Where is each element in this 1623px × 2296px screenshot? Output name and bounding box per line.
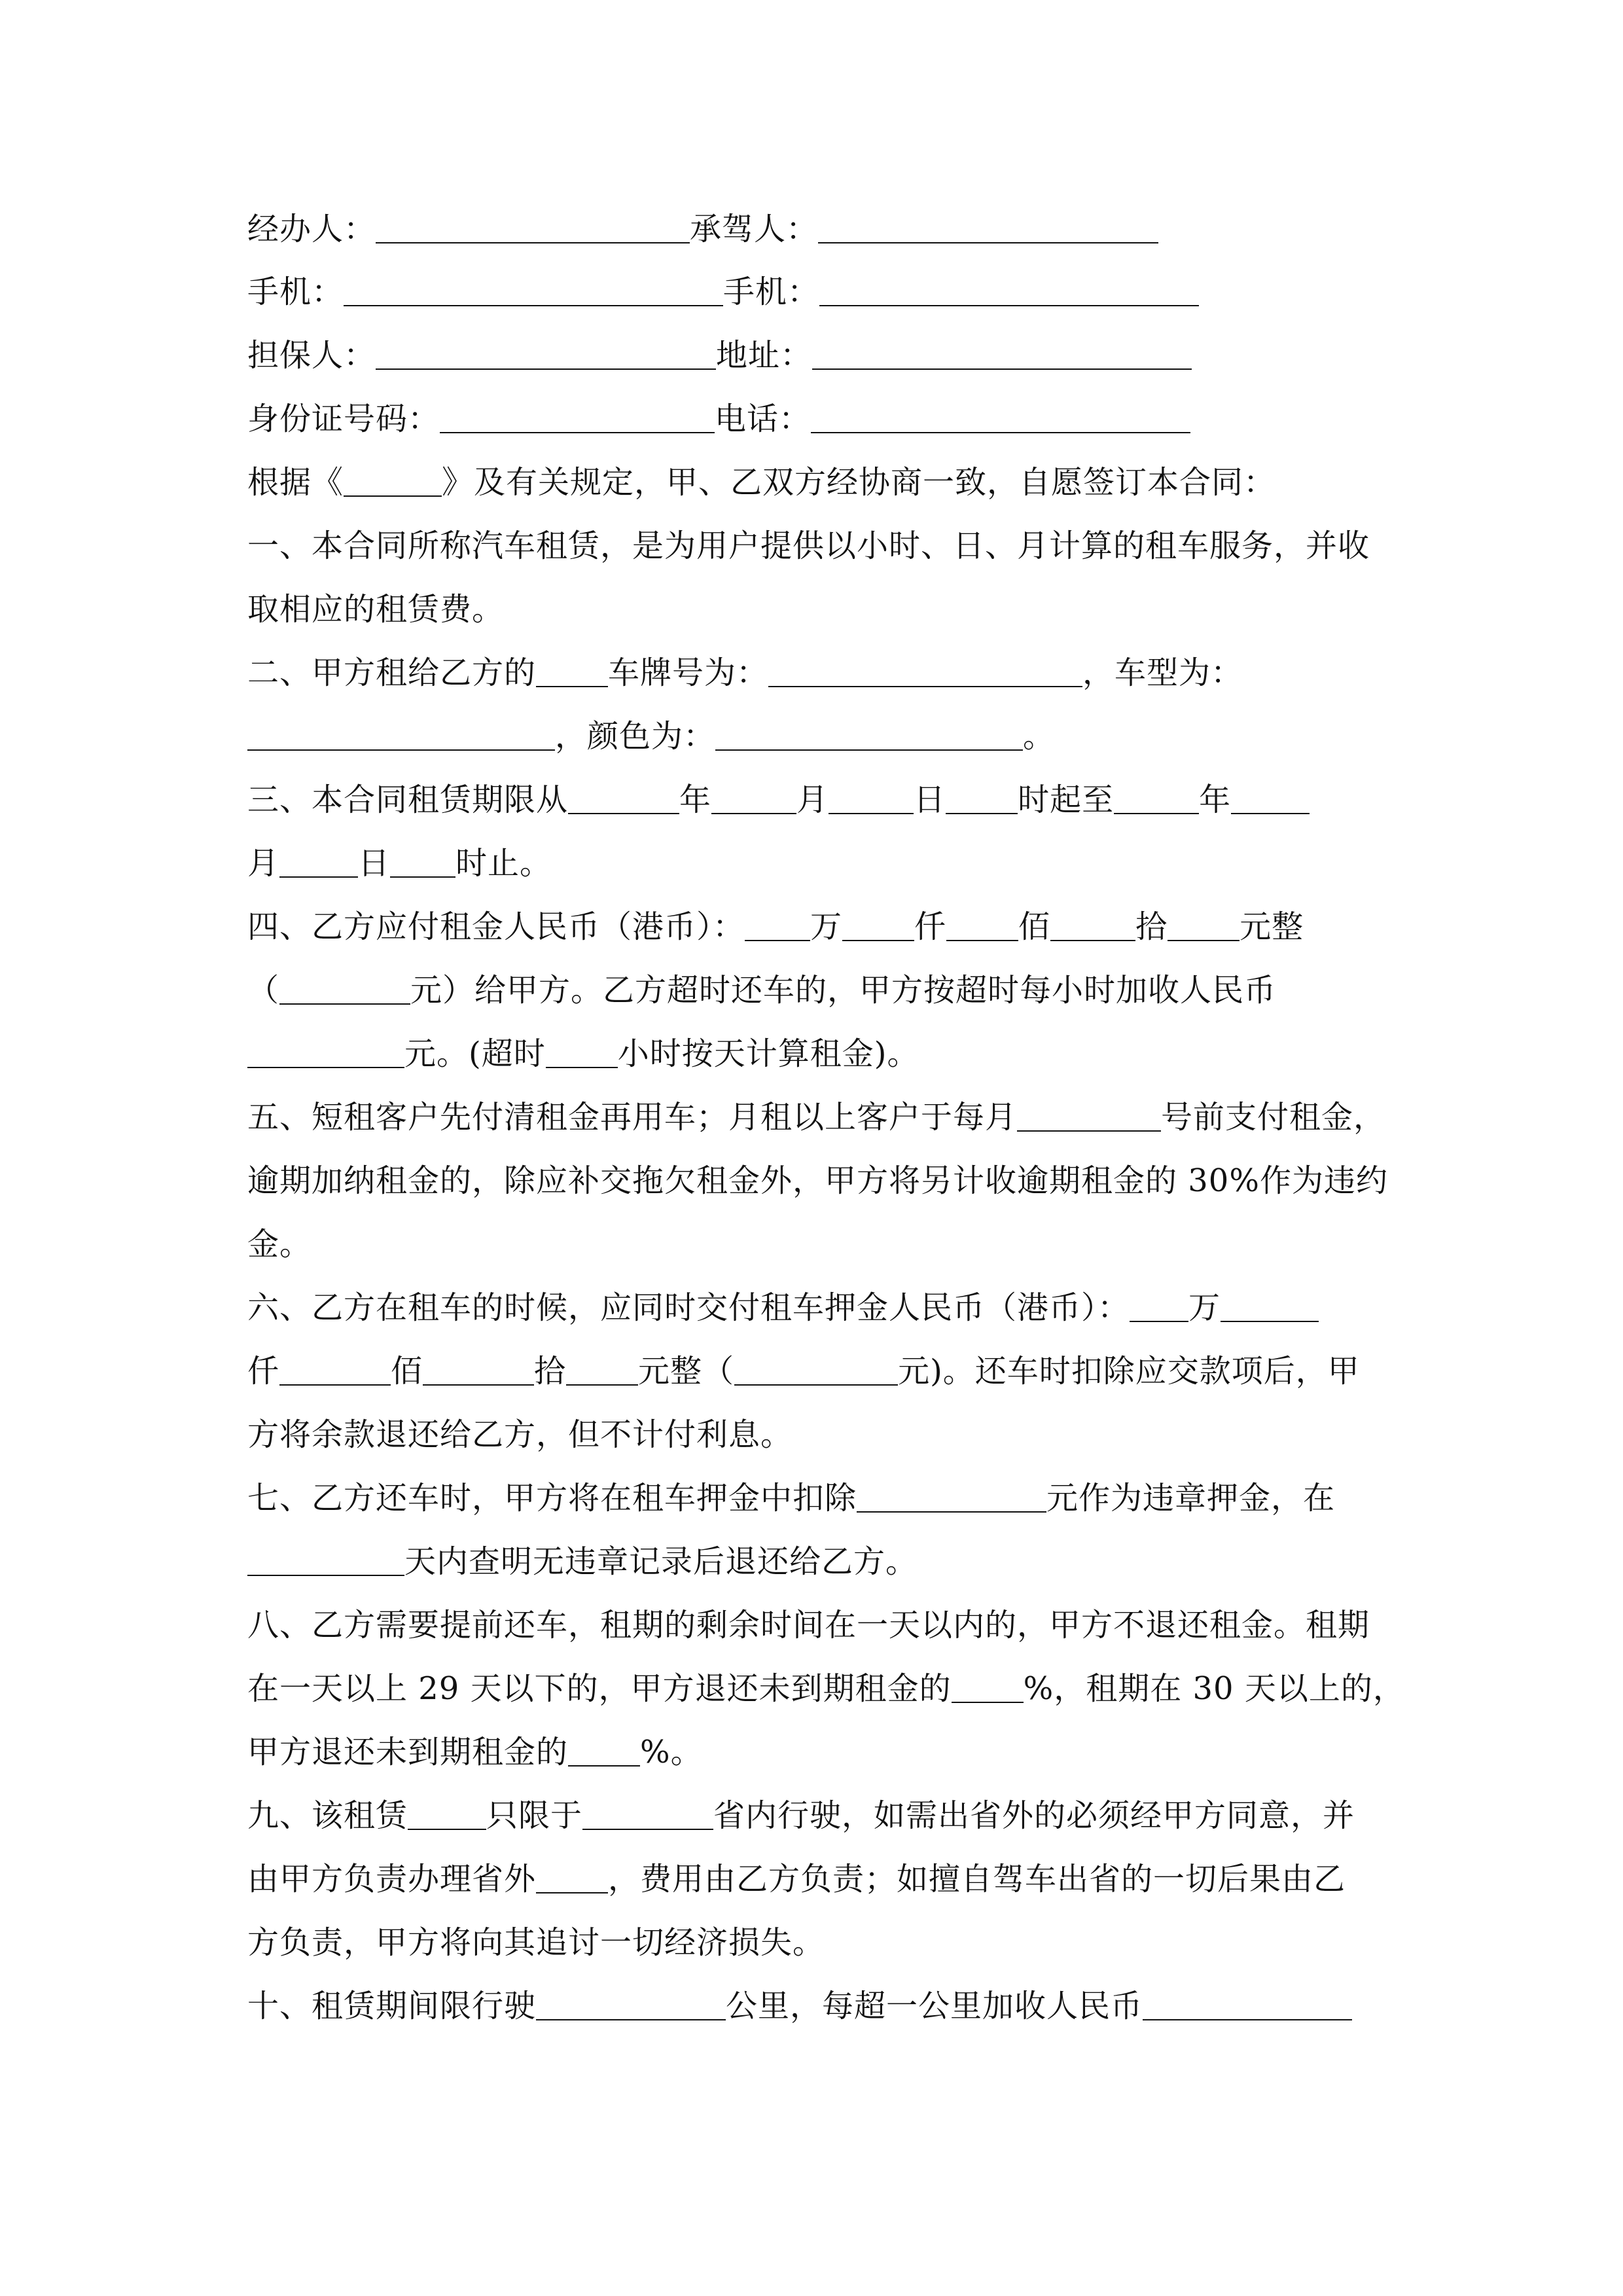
clause7-text-3: 天内查明无违章记录后退还给乙方。: [404, 1543, 918, 1580]
clause8-text-1: 在一天以上 29 天以下的，甲方退还未到期租金的: [247, 1670, 952, 1707]
excess-fee-blank[interactable]: [1143, 1988, 1352, 2020]
rent-wan-blank[interactable]: [745, 908, 810, 941]
clause3-line2: [247, 844, 552, 883]
clause8-line1: 八、乙方需要提前还车，租期的剩余时间在一天以内的，甲方不退还租金。租期: [247, 1607, 1370, 1643]
end-year-blank[interactable]: [1114, 781, 1199, 814]
clause4-text-3: 仟: [914, 908, 947, 945]
id-tel-row: [247, 399, 1190, 439]
start-month-blank[interactable]: [711, 781, 796, 814]
clause6-text-1: 六、乙方在租车的时候，应同时交付租车押金人民币（港币）：: [247, 1289, 1130, 1326]
clause7-text-2: 元作为违章押金，在: [1046, 1480, 1336, 1516]
clause8-text-3: 甲方退还未到期租金的: [247, 1734, 569, 1770]
clause9-text-4: 由甲方负责办理省外: [247, 1861, 537, 1897]
clause2-text-4: ，颜色为：: [555, 718, 716, 755]
clause5-text-2: 号前支付租金，: [1161, 1099, 1386, 1136]
phone-label-2: 手机：: [723, 274, 820, 310]
refund-pct-2-blank[interactable]: [568, 1734, 640, 1767]
clause3-text-2: 年: [679, 781, 712, 818]
clause3-text-8: 日: [358, 845, 391, 882]
clause4-text-8: 元）给甲方。乙方超时还车的，甲方按超时每小时加收人民币: [410, 972, 1277, 1009]
rent-bai-blank[interactable]: [946, 908, 1018, 941]
tel-blank[interactable]: [811, 401, 1190, 433]
end-month-blank-tail[interactable]: [1231, 781, 1310, 814]
clause3-text-3: 月: [796, 781, 829, 818]
clause1-line1: 一、本合同所称汽车租赁，是为用户提供以小时、日、月计算的租车服务，并收: [247, 528, 1370, 564]
phone-blank-1[interactable]: [344, 274, 723, 306]
lease-scope-blank[interactable]: [408, 1797, 486, 1830]
clause6-text-6: 元整（: [638, 1353, 735, 1390]
phone-blank-2[interactable]: [819, 274, 1199, 306]
clause7-text-1: 七、乙方还车时，甲方将在租车押金中扣除: [247, 1480, 857, 1516]
guarantor-address-row: [247, 336, 1192, 375]
agent-driver-row: [247, 209, 1158, 249]
clause10-text-1: 十、租赁期间限行驶: [247, 1988, 537, 2024]
clause1-line2: 取相应的租赁费。: [247, 591, 505, 628]
clause4-text-4: 佰: [1018, 908, 1051, 945]
phone-row: [247, 272, 1199, 312]
clause4-text-2: 万: [810, 908, 843, 945]
deposit-qian-blank[interactable]: [279, 1353, 391, 1386]
guarantor-label: 担保人：: [247, 337, 376, 374]
rent-qian-blank[interactable]: [842, 908, 914, 941]
clause3-text-6: 年: [1199, 781, 1232, 818]
clause3-text-1: 三、本合同租赁期限从: [247, 781, 569, 818]
plate-blank[interactable]: [768, 655, 1082, 687]
deposit-bai-blank[interactable]: [423, 1353, 534, 1386]
clause2-line1: [247, 653, 1243, 692]
clause9-text-1: 九、该租赁: [247, 1797, 408, 1834]
id-label: 身份证号码：: [247, 401, 440, 437]
end-month-blank[interactable]: [279, 845, 358, 878]
deposit-wan-blank[interactable]: [1130, 1289, 1188, 1322]
rent-total-blank[interactable]: [279, 972, 410, 1005]
clause5-line1: [247, 1098, 1385, 1137]
clause3-text-7: 月: [247, 845, 280, 882]
clause4-text-7: （: [247, 972, 280, 1009]
clause2-text-3: ，车型为：: [1082, 655, 1243, 691]
address-label: 地址：: [716, 337, 813, 374]
out-province-blank[interactable]: [536, 1861, 608, 1893]
law-name-blank[interactable]: [344, 464, 442, 497]
agent-blank[interactable]: [376, 211, 690, 243]
deposit-shi-blank[interactable]: [566, 1353, 638, 1386]
overtime-fee-blank[interactable]: [247, 1035, 404, 1068]
clause9-line1: [247, 1796, 1355, 1835]
clause9-line2: [247, 1859, 1346, 1899]
clause2-text-2: 车牌号为：: [608, 655, 769, 691]
start-day-blank[interactable]: [829, 781, 914, 814]
model-blank[interactable]: [247, 718, 555, 751]
clause4-line2: [247, 971, 1276, 1010]
clause6-text-3: 仟: [247, 1353, 280, 1390]
deposit-qian-blank-tail[interactable]: [1221, 1289, 1319, 1322]
tel-label: 电话：: [715, 401, 812, 437]
rent-shi-blank[interactable]: [1050, 908, 1135, 941]
clause3-text-9: 时止。: [455, 845, 552, 882]
clause6-line2: [247, 1352, 1360, 1391]
clause5-line2: 逾期加纳租金的，除应补交拖欠租金外，甲方将另计收逾期租金的 30%作为违约: [247, 1162, 1388, 1199]
clause6-line3: 方将余款退还给乙方，但不计付利息。: [247, 1416, 793, 1453]
violation-days-blank[interactable]: [247, 1543, 404, 1576]
start-hour-blank[interactable]: [946, 781, 1018, 814]
clause8-text-4: %。: [640, 1734, 703, 1770]
clause4-text-5: 拾: [1135, 908, 1168, 945]
start-year-blank[interactable]: [568, 781, 679, 814]
clause8-line3: [247, 1732, 703, 1772]
clause6-text-2: 万: [1188, 1289, 1221, 1326]
clause5-line3: 金。: [247, 1226, 312, 1263]
clause2-text-5: 。: [1023, 718, 1056, 755]
intro-text-1: 根据《: [247, 464, 344, 501]
clause9-text-2: 只限于: [486, 1797, 583, 1834]
clause6-text-5: 拾: [534, 1353, 567, 1390]
clause6-line1: [247, 1288, 1319, 1327]
clause7-line1: [247, 1479, 1335, 1518]
refund-pct-1-blank[interactable]: [952, 1670, 1024, 1703]
intro-line: [247, 463, 1275, 502]
address-blank[interactable]: [812, 337, 1192, 370]
clause4-line3: [247, 1034, 919, 1073]
clause2-line2: [247, 717, 1055, 756]
clause4-text-10: 小时按天计算租金)。: [617, 1035, 919, 1072]
driver-label: 承驾人：: [690, 211, 819, 247]
clause3-line1: [247, 780, 1310, 819]
clause7-line2: [247, 1542, 918, 1581]
overtime-hours-blank[interactable]: [546, 1035, 618, 1068]
clause8-line2: [247, 1669, 1405, 1708]
guarantor-blank[interactable]: [376, 337, 716, 370]
violation-deposit-blank[interactable]: [857, 1480, 1046, 1513]
clause2-blank-1[interactable]: [536, 655, 608, 687]
clause6-text-7: 元)。还车时扣除应交款项后，甲: [898, 1353, 1360, 1390]
clause10-text-2: 公里，每超一公里加收人民币: [726, 1988, 1143, 2024]
clause9-text-3: 省内行驶，如需出省外的必须经甲方同意，并: [713, 1797, 1355, 1834]
color-blank[interactable]: [715, 718, 1023, 751]
clause5-text-1: 五、短租客户先付清租金再用车；月租以上客户于每月: [247, 1099, 1018, 1136]
clause3-text-4: 日: [914, 781, 946, 818]
deposit-total-blank[interactable]: [734, 1353, 898, 1386]
clause10-line1: [247, 1986, 1352, 2026]
intro-text-2: 》及有关规定，甲、乙双方经协商一致，自愿签订本合同：: [442, 464, 1276, 501]
clause4-text-9: 元。(超时: [404, 1035, 546, 1072]
id-blank[interactable]: [440, 401, 715, 433]
clause3-text-5: 时起至: [1018, 781, 1115, 818]
mileage-limit-blank[interactable]: [536, 1988, 726, 2020]
clause6-text-4: 佰: [391, 1353, 423, 1390]
clause4-text-6: 元整: [1240, 908, 1304, 945]
clause9-line3: 方负责，甲方将向其追讨一切经济损失。: [247, 1924, 825, 1961]
clause9-text-5: ，费用由乙方负责；如擅自驾车出省的一切后果由乙: [608, 1861, 1346, 1897]
clause8-text-2: %，租期在 30 天以上的，: [1023, 1670, 1405, 1707]
clause4-text-1: 四、乙方应付租金人民币（港币）：: [247, 908, 745, 945]
payment-day-blank[interactable]: [1017, 1099, 1161, 1132]
phone-label-1: 手机：: [247, 274, 344, 310]
driver-blank[interactable]: [818, 211, 1158, 243]
province-blank[interactable]: [582, 1797, 713, 1830]
agent-label: 经办人：: [247, 211, 376, 247]
clause2-text-1: 二、甲方租给乙方的: [247, 655, 537, 691]
rent-yuan-blank[interactable]: [1168, 908, 1240, 941]
end-day-blank[interactable]: [390, 845, 455, 878]
clause4-line1: [247, 907, 1304, 946]
